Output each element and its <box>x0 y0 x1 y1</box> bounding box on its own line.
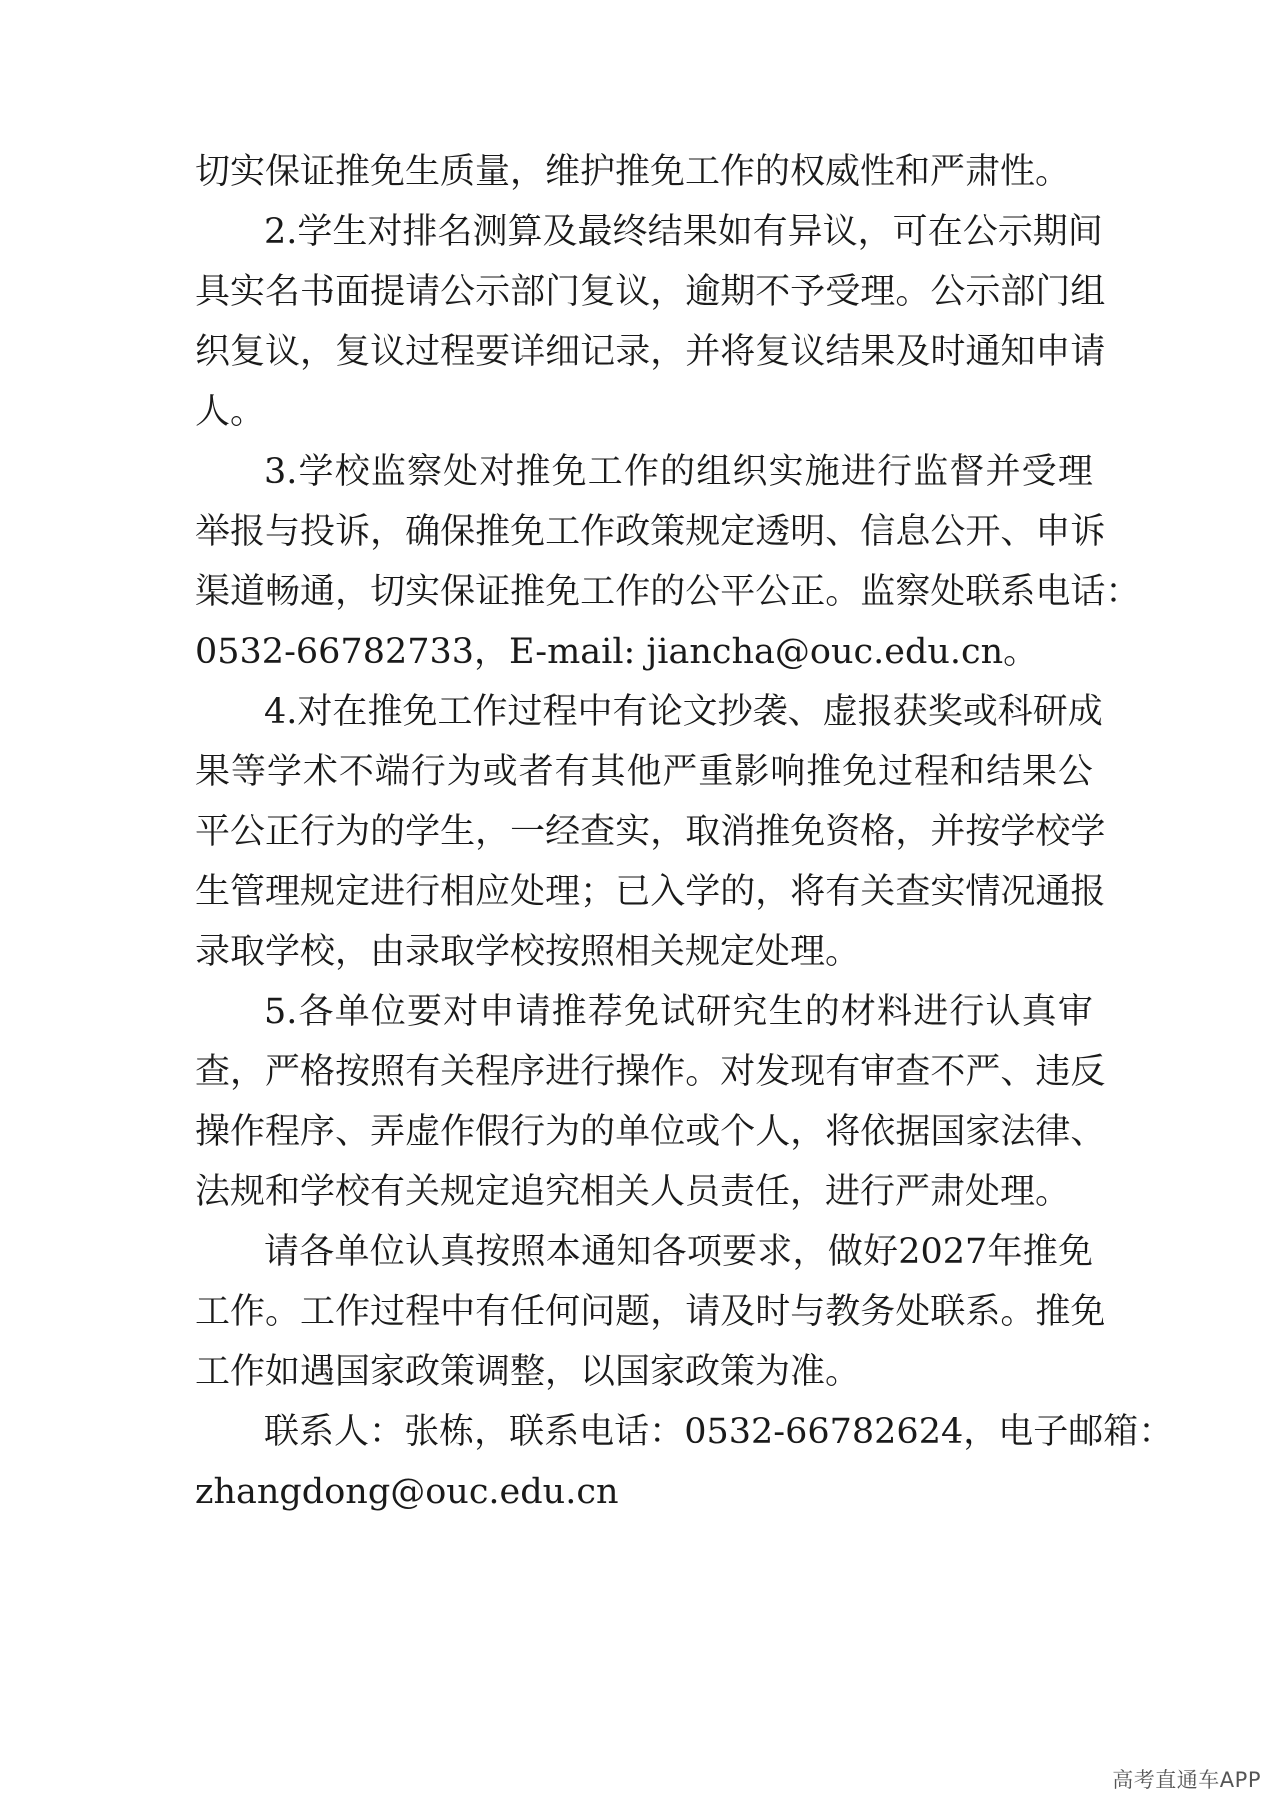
paragraph-line: 具 实 名 书 面 提 请 公 示 部 门 复 议 ， 逾 期 不 予 受 理 。 公 示 部 门 组 <box>195 272 1106 312</box>
contact-line: 联 系 人 ： 张 栋 ， 联 系 电 话 ： 0532-66782624 ， 电 子 邮 箱 ： <box>264 1412 1174 1452</box>
paragraph-line: 3. 学 校 监 察 处 对 推 免 工 作 的 组 织 实 施 进 行 监 督 并 受 理 <box>264 452 1093 492</box>
paragraph-line: 4. 对 在 推 免 工 作 过 程 中 有 论 文 抄 袭 、 虚 报 获 奖 或 科 研 成 <box>264 692 1103 732</box>
paragraph-line: 生 管 理 规 定 进 行 相 应 处 理 ； 已 入 学 的 ， 将 有 关 查 实 情 况 通 报 <box>195 872 1106 912</box>
paragraph-line: 果 等 学 术 不 端 行 为 或 者 有 其 他 严 重 影 响 推 免 过 程 和 结 果 公 <box>195 752 1093 792</box>
paragraph-line: 举 报 与 投 诉 ， 确 保 推 免 工 作 政 策 规 定 透 明 、 信 息 公 开 、 申 诉 <box>195 512 1106 552</box>
paragraph-line: 0532-66782733，E-mail: jiancha@ouc.edu.cn。 <box>195 632 1039 672</box>
paragraph-line: 平 公 正 行 为 的 学 生 ， 一 经 查 实 ， 取 消 推 免 资 格 ， 并 按 学 校 学 <box>195 812 1106 852</box>
paragraph-line: 录取学校，由录取学校按照相关规定处理。 <box>195 932 861 972</box>
paragraph-line: 人。 <box>195 392 266 432</box>
paragraph-line: 5. 各 单 位 要 对 申 请 推 荐 免 试 研 究 生 的 材 料 进 行 认 真 审 <box>264 992 1093 1032</box>
paragraph-line: 织 复 议 ， 复 议 过 程 要 详 细 记 录 ， 并 将 复 议 结 果 及 时 通 知 申 请 <box>195 332 1106 372</box>
paragraph-line: 工作如遇国家政策调整，以国家政策为准。 <box>195 1352 861 1392</box>
paragraph-line: 2. 学 生 对 排 名 测 算 及 最 终 结 果 如 有 异 议 ， 可 在 公 示 期 间 <box>264 212 1103 252</box>
paragraph-line: 查 ， 严 格 按 照 有 关 程 序 进 行 操 作 。 对 发 现 有 审 查 不 严 、 违 反 <box>195 1052 1106 1092</box>
contact-email: zhangdong@ouc.edu.cn <box>195 1472 619 1512</box>
paragraph-line: 操 作 程 序 、 弄 虚 作 假 行 为 的 单 位 或 个 人 ， 将 依 据 国 家 法 律 、 <box>195 1112 1106 1152</box>
watermark: 高考直通车APP <box>1112 1768 1261 1792</box>
paragraph-line: 工 作 。 工 作 过 程 中 有 任 何 问 题 ， 请 及 时 与 教 务 处 联 系 。 推 免 <box>195 1292 1106 1332</box>
paragraph-line: 请 各 单 位 认 真 按 照 本 通 知 各 项 要 求 ， 做 好 2027 年 推 免 <box>264 1232 1093 1272</box>
paragraph-line: 法规和学校有关规定追究相关人员责任，进行严肃处理。 <box>195 1172 1071 1212</box>
paragraph-line: 切实保证推免生质量，维护推免工作的权威性和严肃性。 <box>195 152 1071 192</box>
paragraph-line: 渠 道 畅 通 ， 切 实 保 证 推 免 工 作 的 公 平 公 正 。 监 察 处 联 系 电 话 ： <box>195 572 1141 612</box>
